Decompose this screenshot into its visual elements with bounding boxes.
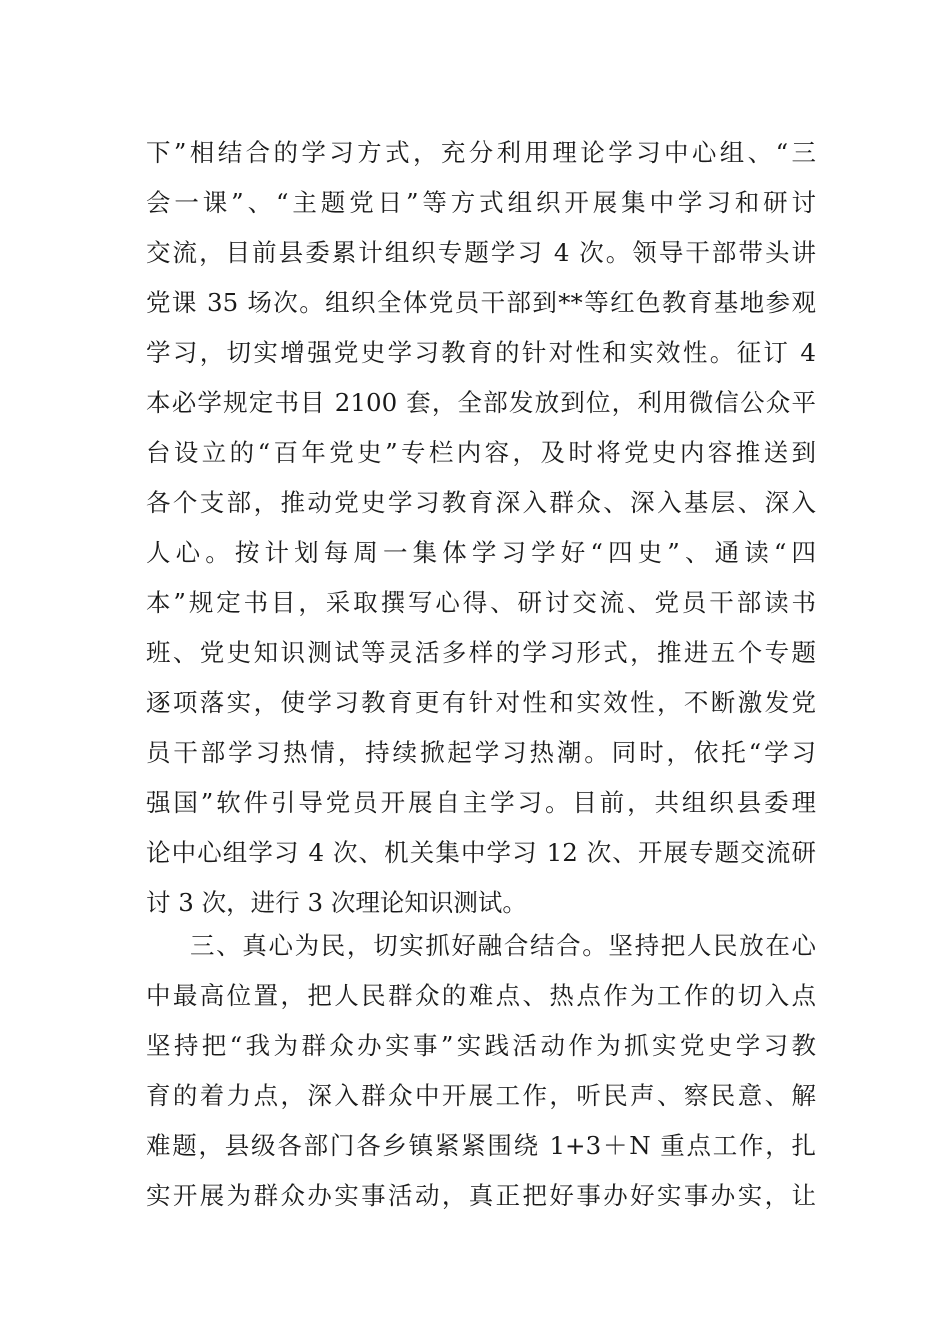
text-line: 会一课”、“主题党日”等方式组织开展集中学习和研讨 <box>146 188 816 217</box>
text-line: 交流，目前县委累计组织专题学习 4 次。领导干部带头讲 <box>146 238 816 267</box>
text-line: 实开展为群众办实事活动，真正把好事办好实事办实，让 <box>146 1181 816 1210</box>
paragraph-serve-people <box>146 921 816 1221</box>
text-line: 人心。按计划每周一集体学习学好“四史”、通读“四 <box>146 538 816 567</box>
text-line: 党课 35 场次。组织全体党员干部到**等红色教育基地参观 <box>146 288 816 317</box>
text-line: 本必学规定书目 2100 套，全部发放到位，利用微信公众平 <box>146 388 816 417</box>
text-line: 下”相结合的学习方式，充分利用理论学习中心组、“三 <box>146 138 816 167</box>
text-line: 逐项落实，使学习教育更有针对性和实效性，不断激发党 <box>146 688 816 717</box>
text-line: 育的着力点，深入群众中开展工作，听民声、察民意、解 <box>146 1081 816 1110</box>
text-line: 讨 3 次，进行 3 次理论知识测试。 <box>146 888 527 917</box>
text-line: 难题，县级各部门各乡镇紧紧围绕 1+3＋N 重点工作，扎 <box>146 1131 816 1160</box>
text-line: 学习，切实增强党史学习教育的针对性和实效性。征订 4 <box>146 338 816 367</box>
text-line: 本”规定书目，采取撰写心得、研讨交流、党员干部读书 <box>146 588 816 617</box>
text-line: 强国”软件引导党员开展自主学习。目前，共组织县委理 <box>146 788 816 817</box>
text-line: 员干部学习热情，持续掀起学习热潮。同时，依托“学习 <box>146 738 816 767</box>
text-line: 台设立的“百年党史”专栏内容，及时将党史内容推送到 <box>146 438 816 467</box>
section-heading-line: 三、真心为民，切实抓好融合结合。坚持把人民放在心 <box>190 931 816 960</box>
text-line: 中最高位置，把人民群众的难点、热点作为工作的切入点 <box>146 981 816 1010</box>
text-line: 论中心组学习 4 次、机关集中学习 12 次、开展专题交流研 <box>146 838 816 867</box>
paragraph-study-methods <box>146 128 816 928</box>
text-line: 各个支部，推动党史学习教育深入群众、深入基层、深入 <box>146 488 816 517</box>
text-line: 坚持把“我为群众办实事”实践活动作为抓实党史学习教 <box>146 1031 816 1060</box>
text-line: 班、党史知识测试等灵活多样的学习形式，推进五个专题 <box>146 638 816 667</box>
